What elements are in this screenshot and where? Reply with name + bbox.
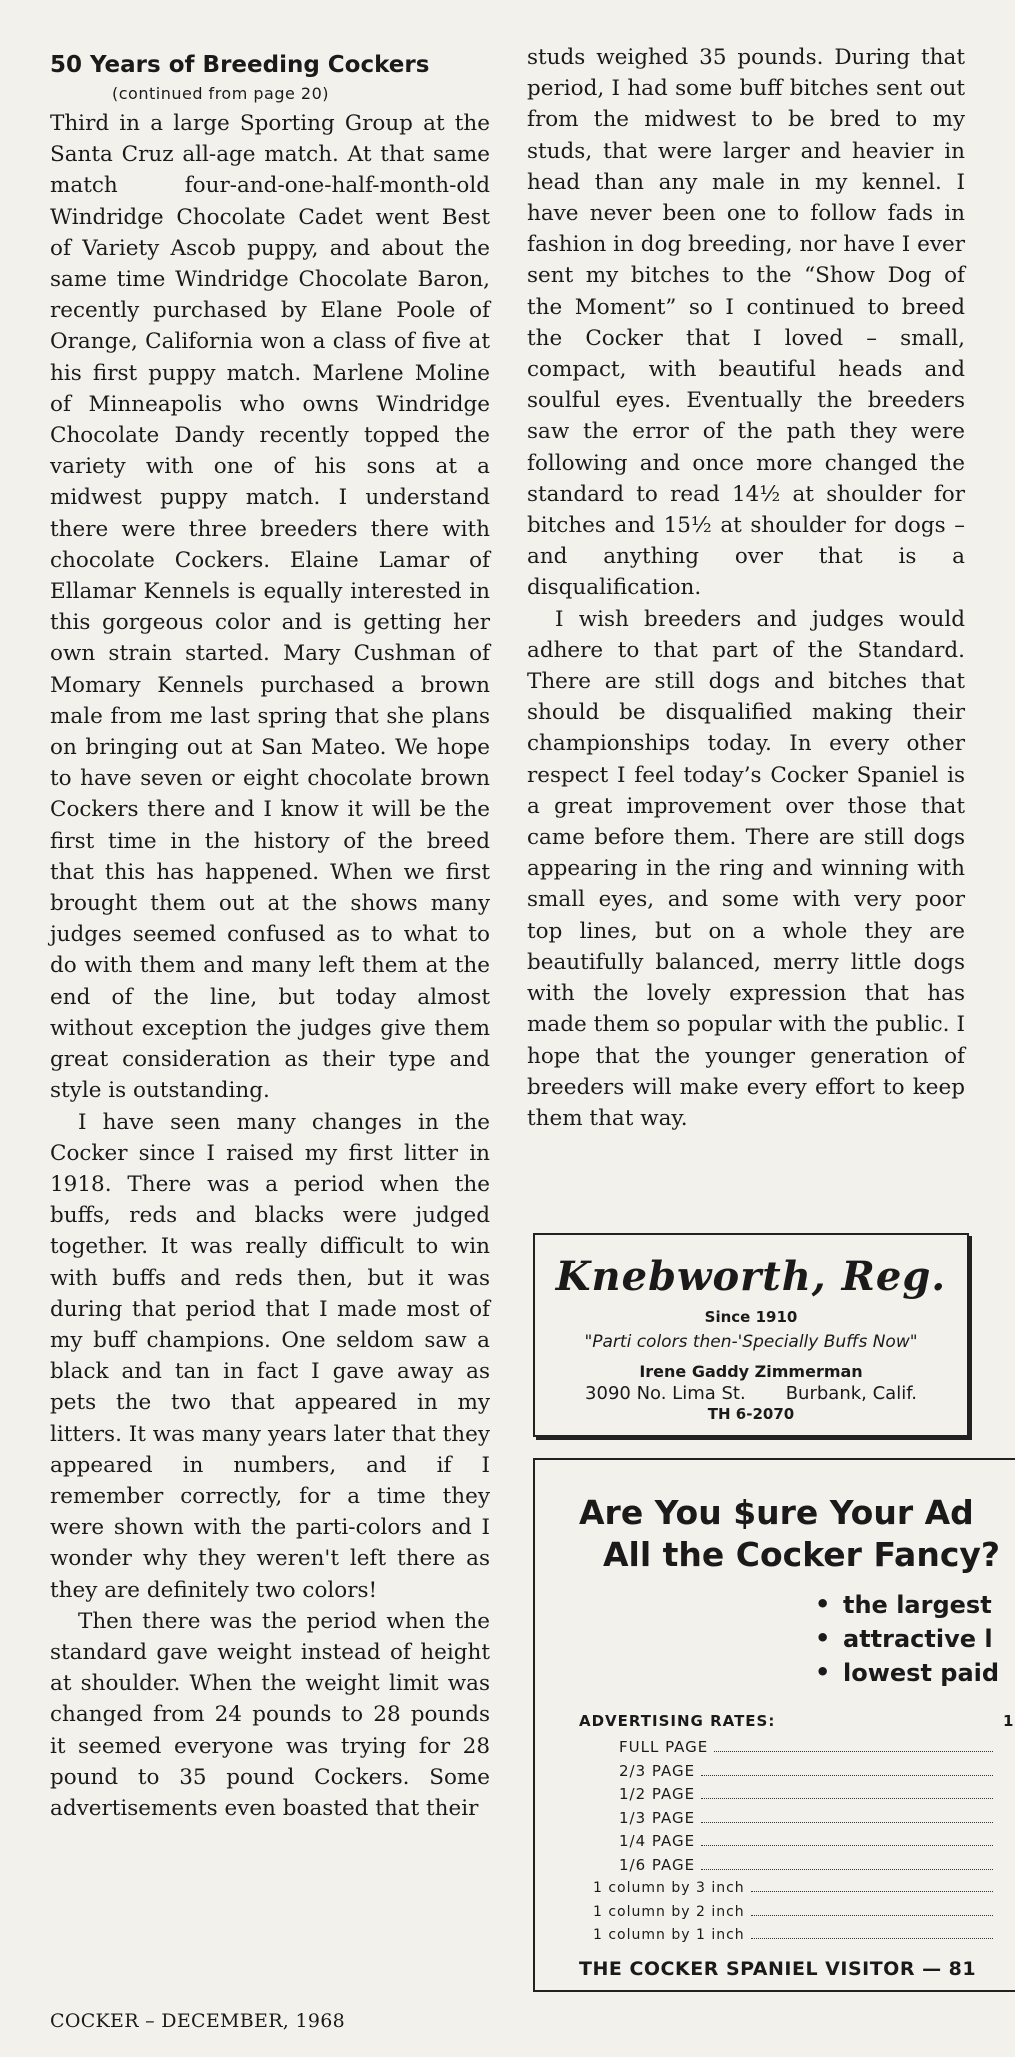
paragraph: Then there was the period when the standard gave weight instead of height at shoulder. When the weight limit was changed from 24 pounds to 28 pounds it seemed everyone was trying for 28 pound to 35 pound Cockers. Some advertisements even boasted that their: [50, 1608, 490, 1821]
knebworth-advertisement: [533, 1233, 969, 1437]
address-line: [535, 1383, 967, 1404]
page-footer: COCKER – DECEMBER, 1968: [50, 2010, 346, 2032]
paragraph: studs weighed 35 pounds. During that period, I had some buff bitches sent out from the midwest to be bred to my studs, that were larger and heavier in head than any male in my kennel. I have never been one to follow fads in fashion in dog breeding, nor have I ever sent my bitches to the “Show Dog of the Moment” so I continued to breed the Cocker that I loved – small, compact, with beautiful heads and soulful eyes. Eventually the breeders saw the error of the path they were following and once more changed the standard to read 14½ at shoulder for bitches and 15½ at shoulder for dogs – and anything over that is a disqualification.: [527, 45, 965, 601]
visitor-advertisement: [533, 1458, 1015, 1992]
paragraph: I wish breeders and judges would adhere to that part of the Standard. There are still dogs and bitches that should be disqualified making their championships today. In every other respect I feel today’s Cocker Spaniel is a great improvement over those that came before them. There are still dogs appearing in the ring and winning with small eyes, and some with very poor top lines, but on a whole they are beautifully balanced, merry little dogs with the lovely expression that has made them so popular with the public. I hope that the younger generation of breeders will make every effort to keep them that way.: [527, 606, 965, 1131]
rate-row: 1 column by 3 inch: [535, 1877, 1015, 1901]
rate-row: 2/3 PAGE: [535, 1760, 1015, 1784]
bullet-item: • the largest: [535, 1588, 1015, 1622]
bullet-item: • attractive l: [535, 1622, 1015, 1656]
article-title: 50 Years of Breeding Cockers: [50, 52, 430, 78]
bullet-item: • lowest paid: [535, 1656, 1015, 1690]
rate-row: 1/4 PAGE: [535, 1830, 1015, 1854]
street-address: 3090 No. Lima St.: [585, 1383, 746, 1404]
since-year: Since 1910: [704, 1308, 798, 1326]
rate-row: 1/3 PAGE: [535, 1807, 1015, 1831]
rate-row: 1/2 PAGE: [535, 1783, 1015, 1807]
rate-row: FULL PAGE: [535, 1736, 1015, 1760]
left-column-text: [50, 108, 490, 1824]
publication-signature: THE COCKER SPANIEL VISITOR — 81: [579, 1957, 977, 1980]
continued-note: (continued from page 20): [112, 84, 330, 103]
kennel-name: Knebworth, Reg.: [555, 1253, 947, 1300]
rate-row: 1 column by 1 inch: [535, 1924, 1015, 1948]
owner-name: Irene Gaddy Zimmerman: [639, 1362, 863, 1381]
headline-line-2: All the Cocker Fancy?: [603, 1535, 1001, 1574]
kennel-tagline: "Parti colors then-'Specially Buffs Now": [584, 1332, 918, 1352]
headline-line-1: Are You $ure Your Ad: [579, 1493, 974, 1532]
rates-list: [535, 1736, 1015, 1948]
paragraph: I have seen many changes in the Cocker since I raised my first litter in 1918. There was a period when the buffs, reds and blacks were judged together. It was really difficult to win with buffs and reds then, but it was during that period that I made most of my buff champions. One seldom saw a black and tan in fact I gave away as pets the two that appeared in my litters. It was many years later that they appeared in numbers, and if I remember correctly, for a time they were shown with the parti-colors and I wonder why they weren't left there as they are definitely two colors!: [50, 1109, 490, 1603]
phone-number: TH 6-2070: [707, 1405, 795, 1423]
paragraph: Third in a large Sporting Group at the Santa Cruz all-age match. At that same match four-and-one-half-month-old Windridge Chocolate Cadet went Best of Variety Ascob puppy, and about the same time Windridge Chocolate Baron, recently purchased by Elane Poole of Orange, California won a class of five at his first puppy match. Marlene Moline of Minneapolis who owns Windridge Chocolate Dandy recently topped the variety with one of his sons at a midwest puppy match. I understand there were three breeders there with chocolate Cockers. Elaine Lamar of Ellamar Kennels is equally interested in this gorgeous color and is getting her own strain started. Mary Cushman of Momary Kennels purchased a brown male from me last spring that she plans on bringing out at San Mateo. We hope to have seven or eight chocolate brown Cockers there and I know it will be the first time in the history of the breed that this has happened. When we first brought them out at the shows many judges seemed confused as to what to do with them and many left them at the end of the line, but today almost without exception the judges give them great consideration as their type and style is outstanding.: [50, 111, 490, 1104]
ad-headline: [535, 1492, 1015, 1576]
rate-row: 1/6 PAGE: [535, 1854, 1015, 1878]
right-column-text: [527, 42, 965, 1134]
rates-heading: [579, 1712, 1015, 1730]
rates-heading-fragment: 1: [1003, 1712, 1015, 1730]
ad-bullet-list: [535, 1588, 1015, 1690]
rate-row: 1 column by 2 inch: [535, 1901, 1015, 1925]
city: Burbank, Calif.: [785, 1383, 917, 1404]
rates-heading-label: ADVERTISING RATES:: [579, 1712, 776, 1730]
